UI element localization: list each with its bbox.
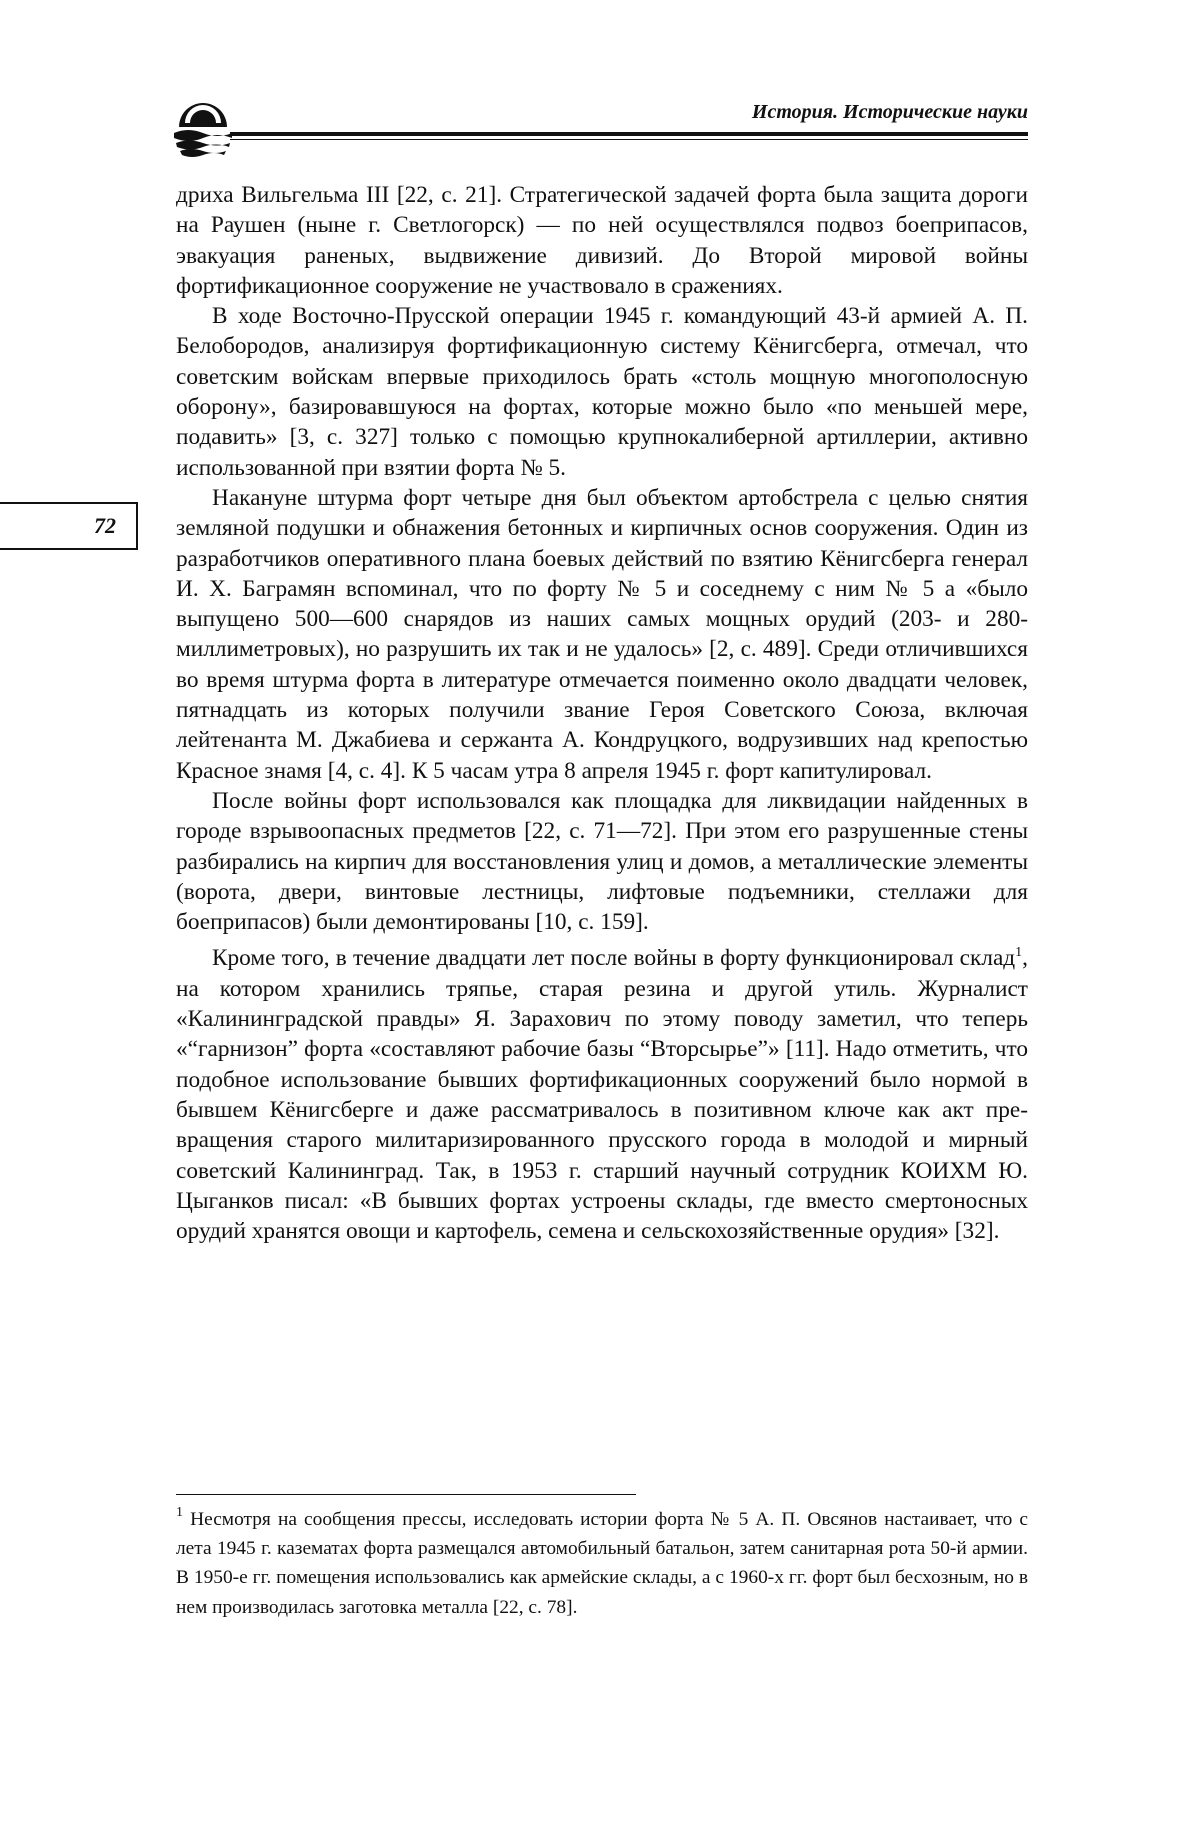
article-body [176,180,1028,1246]
paragraph-2: В ходе Восточно-Прусской операции 1945 г. командующий 43-й армией А. П. Белобородов, анализируя фортификационную систему Кёнигсберга, отмечал, что советским войскам впервые приходилось брать «столь мощную многополосную оборону», базировавшуюся на фортах, которые можно было «по меньшей мере, подавить» [3, с. 327] только с помощью крупнокалиберной артиллерии, активно использованной при взятии форта № 5. [176,303,1028,481]
header-rule-thick [230,132,1028,136]
paragraph-3: Накануне штурма форт четыре дня был объектом артобстрела с целью снятия земляной подушки и обнажения бетонных и кирпичных основ сооружения. Один из разработчиков оперативного плана боевых действий по взятию Кёнигсберга генерал И. Х. Баграмян вспоминал, что по форту № 5 и соседнему с ним № 5 а «было выпущено 500—600 снарядов из наших самых мощных орудий (203- и 280-миллиметровых), но разрушить их так и не удалось» [2, с. 489]. Среди отличившихся во время штурма форта в литературе отмечается поименно около двадцати человек, пятнадцать из которых получили звание Героя Советского Союза, включая лейтенанта М. Джабиева и сержанта А. Кондруцкого, водрузивших над крепостью Красное знамя [4, с. 4]. К 5 часам утра 8 апреля 1945 г. форт капитулировал. [176,484,1028,784]
page-number-tab [0,502,138,550]
paragraph-5 [176,943,1028,1246]
page-number: 72 [94,513,116,538]
footnote-text: Несмотря на сообщения прессы, исследовать истории форта № 5 А. П. Овсянов настаивает, что с лета 1945 г. казематах форта размещался автомобильный батальон, затем санитарная рота 50-й армии. В 1950-е гг. помещения использовались как армейские склады, а с 1960-х гг. форт был бесхозным, но в нем производилась заготовка металла [22, с. 78]. [176,1509,1028,1618]
paragraph-5-start: Кроме того, в течение двадцати лет после войны в форту функционировал склад [212,945,1016,972]
footnote [176,1505,1028,1622]
footnote-reference[interactable]: 1 [1015,945,1023,961]
footnote-1 [176,1505,1028,1622]
journal-waves-logo-icon [172,100,234,160]
paragraph-5-end: , на котором хранились тряпье, старая резина и другой утиль. Журналист «Калининградской правды» Я. Зарахович по этому поводу заметил, что теперь «“гарнизон” форта «составляют рабочие базы “Вторсырье”» [11]. Надо отметить, что подобное использование бывших фортификационных сооружений было нормой в бывшем Кёнигсберге и даже рассматривалось в позитивном ключе как акт превращения старого милитаризированного прусского города в молодой и мирный советский Калининград. Так, в 1953 г. старший научный сотрудник КОИХМ Ю. Цыганков писал: «В бывших фортах устроены склады, где вместо смертоносных орудий хранятся овощи и картофель, семена и сельскохозяйственные орудия» [32]. [176,945,1028,1245]
paragraph-1: дриха Вильгельма III [22, с. 21]. Стратегической задачей форта была защита дороги на Раушен (ныне г. Светлогорск) — по ней осуществлялся подвоз боеприпасов, эвакуация раненых, выдвижение дивизий. До Второй мировой войны фортификационное сооружение не участвовало в сражениях. [176,182,1028,299]
header-rule-thin [230,139,1028,140]
paragraph-4: После войны форт использовался как площадка для ликвидации найденных в городе взрывоопасных предметов [22, с. 71—72]. При этом его разрушенные стены разбирались на кирпич для восстановления улиц и домов, а металлические элементы (ворота, двери, винтовые лестницы, лифтовые подъемники, стеллажи для боеприпасов) были демонтированы [10, с. 159]. [176,787,1028,936]
page-header [172,96,1028,160]
running-title: История. Исторические науки [751,101,1028,123]
footnote-mark: 1 [176,1505,183,1520]
footnote-separator [176,1494,636,1495]
